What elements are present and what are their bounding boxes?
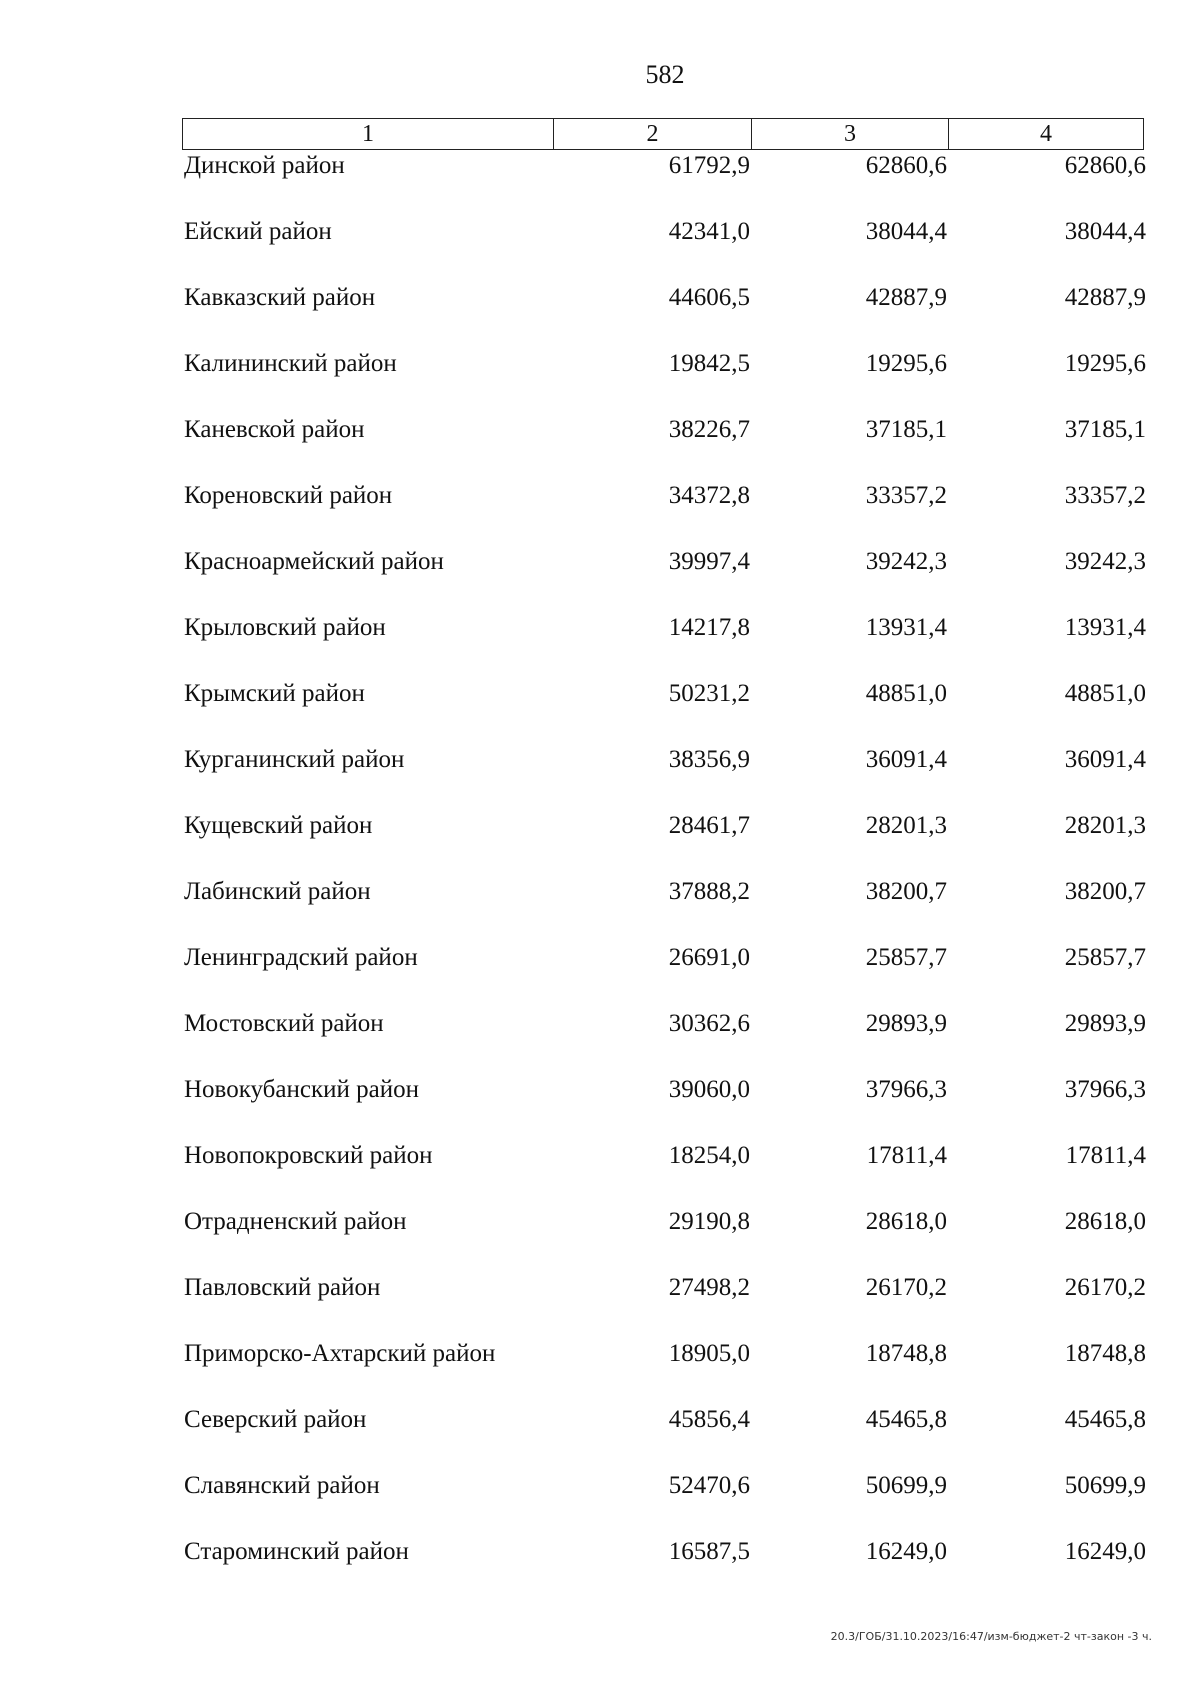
value-col-4: 19295,6 — [1064, 350, 1146, 377]
value-col-4: 28618,0 — [1064, 1208, 1146, 1235]
table-row — [0, 414, 1200, 480]
value-col-4: 29893,9 — [1064, 1010, 1146, 1037]
value-col-4: 33357,2 — [1064, 482, 1146, 509]
value-col-2: 38226,7 — [668, 416, 750, 443]
district-name: Староминский район — [184, 1538, 409, 1565]
column-header-1: 1 — [183, 119, 554, 149]
table-body — [0, 150, 1200, 1602]
value-col-3: 17811,4 — [866, 1142, 947, 1169]
table-header-row — [182, 118, 1144, 150]
value-col-3: 19295,6 — [865, 350, 947, 377]
value-col-2: 28461,7 — [668, 812, 750, 839]
value-col-4: 50699,9 — [1064, 1472, 1146, 1499]
column-header-4: 4 — [1040, 121, 1052, 147]
value-col-3: 42887,9 — [865, 284, 947, 311]
value-col-4: 37966,3 — [1064, 1076, 1146, 1103]
value-col-3: 28618,0 — [865, 1208, 947, 1235]
table-row — [0, 1272, 1200, 1338]
district-name: Новокубанский район — [184, 1076, 419, 1103]
district-name: Кореновский район — [184, 482, 393, 509]
value-col-3: 37185,1 — [865, 416, 947, 443]
district-name: Приморско-Ахтарский район — [184, 1340, 496, 1367]
value-col-3: 16249,0 — [865, 1538, 947, 1565]
district-name: Калининский район — [184, 350, 397, 377]
district-name: Павловский район — [184, 1274, 381, 1301]
value-col-3: 39242,3 — [865, 548, 947, 575]
value-col-2: 29190,8 — [668, 1208, 750, 1235]
value-col-4: 25857,7 — [1064, 944, 1146, 971]
district-name: Красноармейский район — [184, 548, 444, 575]
value-col-4: 37185,1 — [1064, 416, 1146, 443]
value-col-3: 33357,2 — [865, 482, 947, 509]
value-col-2: 37888,2 — [668, 878, 750, 905]
value-col-3: 50699,9 — [865, 1472, 947, 1499]
value-col-4: 45465,8 — [1064, 1406, 1146, 1433]
table-row — [0, 1008, 1200, 1074]
district-name: Кавказский район — [184, 284, 376, 311]
value-col-3: 37966,3 — [865, 1076, 947, 1103]
district-name: Ейский район — [184, 218, 332, 245]
value-col-3: 48851,0 — [865, 680, 947, 707]
value-col-3: 38044,4 — [865, 218, 947, 245]
value-col-3: 45465,8 — [865, 1406, 947, 1433]
value-col-3: 38200,7 — [865, 878, 947, 905]
value-col-4: 48851,0 — [1064, 680, 1146, 707]
value-col-2: 42341,0 — [668, 218, 750, 245]
document-footer-code: 20.3/ГОБ/31.10.2023/16:47/изм-бюджет-2 чт-закон -3 ч. — [830, 1630, 1152, 1643]
value-col-2: 19842,5 — [668, 350, 750, 377]
table-row — [0, 546, 1200, 612]
table-row — [0, 678, 1200, 744]
table-row — [0, 1404, 1200, 1470]
district-name: Новопокровский район — [184, 1142, 433, 1169]
value-col-2: 44606,5 — [668, 284, 750, 311]
value-col-3: 29893,9 — [865, 1010, 947, 1037]
table-row — [0, 1140, 1200, 1206]
value-col-2: 50231,2 — [668, 680, 750, 707]
value-col-2: 30362,6 — [668, 1010, 750, 1037]
table-row — [0, 612, 1200, 678]
district-name: Славянский район — [184, 1472, 380, 1499]
district-name: Каневской район — [184, 416, 365, 443]
value-col-2: 27498,2 — [668, 1274, 750, 1301]
table-row — [0, 810, 1200, 876]
value-col-4: 16249,0 — [1064, 1538, 1146, 1565]
district-name: Лабинский район — [184, 878, 371, 905]
table-row — [0, 348, 1200, 414]
value-col-4: 17811,4 — [1065, 1142, 1146, 1169]
table-row — [0, 1206, 1200, 1272]
value-col-2: 45856,4 — [668, 1406, 750, 1433]
value-col-2: 39060,0 — [668, 1076, 750, 1103]
value-col-2: 18254,0 — [668, 1142, 750, 1169]
value-col-4: 62860,6 — [1064, 152, 1146, 179]
table-row — [0, 1074, 1200, 1140]
table-row — [0, 150, 1200, 216]
table-row — [0, 480, 1200, 546]
value-col-4: 42887,9 — [1064, 284, 1146, 311]
value-col-3: 26170,2 — [865, 1274, 947, 1301]
value-col-3: 36091,4 — [865, 746, 947, 773]
table-row — [0, 744, 1200, 810]
value-col-4: 38200,7 — [1064, 878, 1146, 905]
value-col-2: 39997,4 — [668, 548, 750, 575]
value-col-4: 28201,3 — [1064, 812, 1146, 839]
value-col-3: 25857,7 — [865, 944, 947, 971]
table-row — [0, 1536, 1200, 1602]
district-name: Мостовский район — [184, 1010, 384, 1037]
column-header-2: 2 — [554, 119, 752, 149]
district-name: Крыловский район — [184, 614, 386, 641]
table-row — [0, 876, 1200, 942]
value-col-2: 38356,9 — [668, 746, 750, 773]
table-row — [0, 942, 1200, 1008]
column-header-3: 3 — [752, 119, 949, 149]
value-col-4: 39242,3 — [1064, 548, 1146, 575]
district-name: Ленинградский район — [184, 944, 418, 971]
value-col-4: 36091,4 — [1064, 746, 1146, 773]
value-col-4: 38044,4 — [1064, 218, 1146, 245]
value-col-3: 18748,8 — [865, 1340, 947, 1367]
value-col-2: 16587,5 — [668, 1538, 750, 1565]
page-number: 582 — [645, 60, 685, 89]
value-col-3: 28201,3 — [865, 812, 947, 839]
district-name: Отрадненский район — [184, 1208, 407, 1235]
table-row — [0, 1338, 1200, 1404]
value-col-2: 26691,0 — [668, 944, 750, 971]
district-name: Кущевский район — [184, 812, 373, 839]
table-row — [0, 216, 1200, 282]
district-name: Северский район — [184, 1406, 367, 1433]
district-name: Крымский район — [184, 680, 365, 707]
value-col-2: 61792,9 — [668, 152, 750, 179]
district-name: Динской район — [184, 152, 345, 179]
value-col-4: 26170,2 — [1064, 1274, 1146, 1301]
table-row — [0, 282, 1200, 348]
value-col-3: 62860,6 — [865, 152, 947, 179]
value-col-4: 18748,8 — [1064, 1340, 1146, 1367]
value-col-2: 52470,6 — [668, 1472, 750, 1499]
value-col-4: 13931,4 — [1064, 614, 1146, 641]
table-row — [0, 1470, 1200, 1536]
district-name: Курганинский район — [184, 746, 405, 773]
value-col-2: 18905,0 — [668, 1340, 750, 1367]
value-col-3: 13931,4 — [865, 614, 947, 641]
value-col-2: 14217,8 — [668, 614, 750, 641]
value-col-2: 34372,8 — [668, 482, 750, 509]
